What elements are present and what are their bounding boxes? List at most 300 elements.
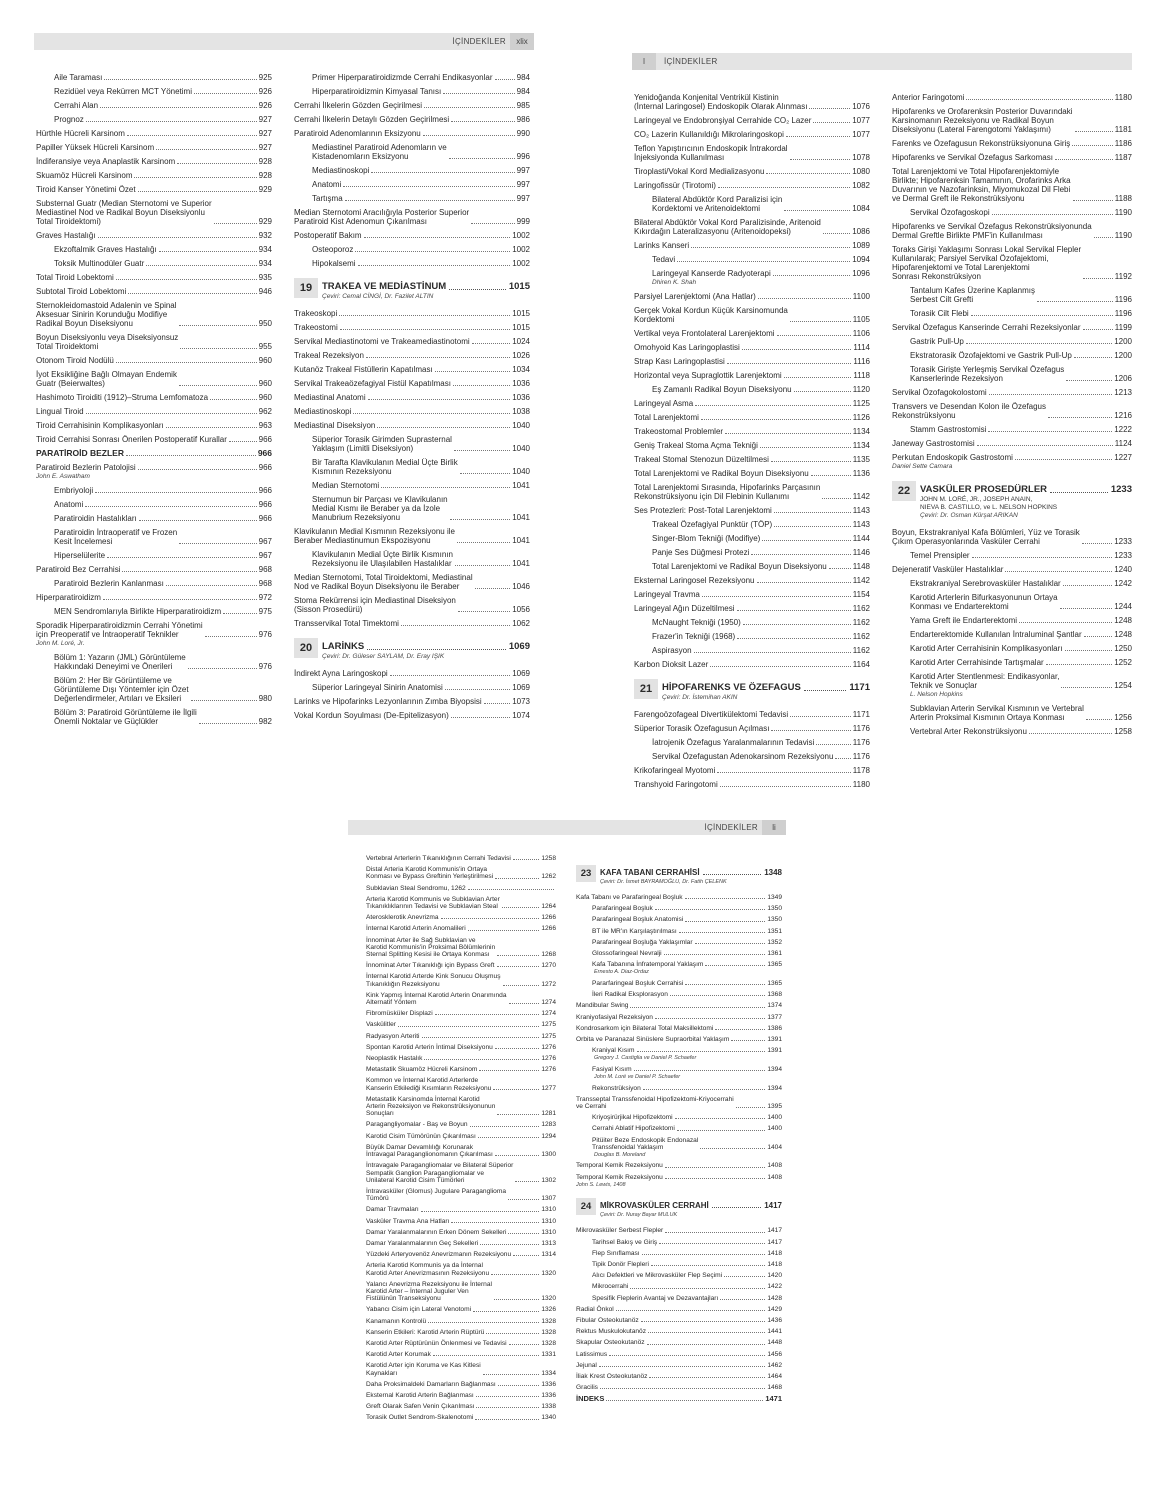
toc-entry[interactable] — [634, 195, 870, 213]
toc-entry[interactable] — [576, 991, 782, 998]
toc-entry[interactable] — [36, 129, 272, 138]
toc-entry[interactable] — [36, 231, 272, 240]
toc-entry[interactable] — [576, 1114, 782, 1121]
entry-title: CO₂ Lazerin Kullanıldığı Mikrolaringoskopi — [634, 130, 784, 139]
toc-entry[interactable] — [294, 683, 530, 692]
entry-page: 1408 — [767, 1162, 782, 1170]
toc-entry[interactable] — [366, 1281, 556, 1303]
toc-entry[interactable] — [36, 356, 272, 365]
chapter-title-row[interactable] — [600, 1201, 782, 1211]
toc-entry[interactable] — [366, 1392, 556, 1399]
toc-entry[interactable] — [294, 231, 530, 240]
toc-entry[interactable] — [294, 309, 530, 318]
toc-entry[interactable] — [294, 619, 530, 628]
toc-entry[interactable] — [892, 245, 1132, 281]
chapter-title-row[interactable] — [662, 682, 870, 694]
toc-entry[interactable] — [294, 365, 530, 374]
entry-page: 960 — [258, 356, 272, 365]
toc-entry[interactable] — [366, 1218, 556, 1225]
toc-entry[interactable] — [634, 604, 870, 613]
toc-entry[interactable] — [36, 593, 272, 602]
toc-entry[interactable] — [366, 1044, 556, 1051]
toc-entry[interactable] — [634, 269, 870, 278]
toc-entry[interactable] — [366, 1010, 556, 1017]
toc-entry[interactable] — [892, 93, 1132, 102]
entry-title: Hipofarenks ve Servikal Özefagus Sarkoması — [892, 153, 1053, 162]
toc-entry[interactable] — [576, 1295, 782, 1302]
toc-entry[interactable] — [36, 287, 272, 296]
toc-entry[interactable] — [366, 1240, 556, 1247]
toc-entry[interactable] — [294, 596, 530, 614]
entry-page: 1326 — [541, 1306, 556, 1314]
dot-leader — [813, 122, 850, 123]
toc-entry[interactable] — [892, 672, 1132, 690]
toc-entry[interactable] — [576, 1283, 782, 1290]
toc-entry[interactable] — [634, 483, 870, 501]
toc-entry[interactable] — [366, 1055, 556, 1062]
toc-entry[interactable] — [892, 167, 1132, 203]
toc-entry[interactable] — [634, 752, 870, 761]
toc-entry[interactable] — [634, 427, 870, 436]
toc-entry[interactable] — [294, 421, 530, 430]
toc-entry[interactable] — [294, 129, 530, 138]
toc-entry[interactable] — [634, 255, 870, 264]
toc-entry[interactable] — [576, 916, 782, 923]
toc-entry[interactable] — [576, 1261, 782, 1268]
toc-entry[interactable] — [366, 896, 556, 910]
dot-leader — [497, 955, 539, 956]
toc-entry[interactable] — [576, 1036, 782, 1043]
toc-entry[interactable] — [366, 937, 556, 959]
entry-page: 927 — [258, 129, 272, 138]
toc-entry[interactable] — [892, 388, 1132, 397]
toc-entry[interactable] — [634, 343, 870, 352]
toc-entry[interactable] — [294, 101, 530, 110]
toc-entry[interactable] — [294, 87, 530, 96]
toc-entry[interactable] — [36, 565, 272, 574]
toc-entry[interactable] — [634, 241, 870, 250]
entry-page: 1310 — [541, 1206, 556, 1214]
toc-entry[interactable] — [366, 1121, 556, 1128]
dot-leader — [473, 1311, 539, 1312]
dot-leader — [637, 1051, 766, 1052]
toc-entry[interactable] — [892, 309, 1132, 318]
entry-page: 934 — [258, 245, 272, 254]
toc-entry[interactable] — [576, 1096, 782, 1110]
toc-entry[interactable] — [892, 565, 1132, 574]
toc-entry[interactable] — [294, 458, 530, 476]
toc-entry[interactable] — [892, 337, 1132, 346]
entry-title: Janeway Gastrostomisi — [892, 439, 975, 448]
toc-entry[interactable] — [366, 914, 556, 921]
toc-entry[interactable] — [294, 337, 530, 346]
toc-entry[interactable] — [36, 407, 272, 416]
toc-entry[interactable] — [634, 130, 870, 139]
toc-entry[interactable] — [36, 259, 272, 268]
toc-entry[interactable] — [576, 950, 782, 957]
toc-entry[interactable] — [294, 495, 530, 522]
toc-entry[interactable] — [576, 1328, 782, 1335]
dot-leader — [508, 1199, 539, 1200]
toc-entry[interactable] — [576, 980, 782, 987]
toc-entry[interactable] — [576, 1362, 782, 1369]
toc-entry[interactable] — [892, 528, 1132, 546]
toc-entry[interactable] — [576, 1351, 782, 1358]
toc-entry[interactable] — [36, 708, 272, 726]
entry-title: Süperior Laringeyal Sinirin Anatomisi — [312, 683, 443, 692]
entry-title: Klavikulanın Medial Üçte Birlik Kısmının Rezeksiyonu ile Ulaşılabilen Hastalıklar — [312, 550, 453, 568]
toc-entry[interactable] — [36, 500, 272, 509]
toc-entry[interactable] — [366, 1133, 556, 1140]
toc-entry[interactable] — [294, 245, 530, 254]
toc-entry[interactable] — [634, 144, 870, 162]
dot-leader — [725, 433, 851, 434]
toc-entry[interactable] — [634, 710, 870, 719]
dot-leader — [116, 362, 257, 363]
entry-title: Yalancı Anevrizma Rezeksiyonu ile İnternal Karotid Arter – İnternal Juguler Ven Fistülünün Transeksiyonu — [366, 1280, 492, 1303]
toc-entry[interactable] — [634, 562, 870, 571]
entry-title: Torasik Cilt Flebi — [910, 309, 969, 318]
toc-entry[interactable] — [366, 1229, 556, 1236]
toc-entry[interactable] — [576, 1066, 782, 1073]
toc-entry[interactable] — [294, 573, 530, 591]
toc-entry[interactable] — [36, 245, 272, 254]
dot-leader — [1048, 417, 1112, 418]
toc-entry[interactable] — [366, 1414, 556, 1421]
toc-entry[interactable] — [892, 351, 1132, 360]
toc-entry[interactable] — [576, 961, 782, 968]
toc-entry[interactable] — [366, 1251, 556, 1258]
entry-page: 1142 — [852, 576, 870, 585]
entry-title: BT ile MR'ın Karşılaştırılması — [592, 927, 677, 935]
toc-entry[interactable] — [576, 1014, 782, 1021]
toc-entry[interactable] — [634, 167, 870, 176]
toc-entry[interactable] — [892, 286, 1132, 304]
entry-title: İnternal Karotid Arterde Kink Sonucu Oluşmuş Tıkanıklığın Rezeksiyonu — [366, 973, 501, 988]
entry-title: Temporal Kemik Rezeksiyonu — [576, 1173, 663, 1181]
toc-entry[interactable] — [634, 506, 870, 515]
dot-leader — [829, 568, 851, 569]
toc-entry[interactable] — [36, 101, 272, 110]
toc-entry[interactable] — [576, 1239, 782, 1246]
toc-entry[interactable] — [634, 576, 870, 585]
toc-entry[interactable] — [576, 939, 782, 946]
toc-entry[interactable] — [892, 107, 1132, 134]
toc-entry[interactable] — [634, 766, 870, 775]
toc-entry[interactable] — [576, 1162, 782, 1169]
toc-entry[interactable] — [36, 579, 272, 588]
toc-entry[interactable] — [634, 724, 870, 733]
toc-entry[interactable] — [892, 616, 1132, 625]
dot-leader — [606, 1400, 763, 1401]
entry-title: Larinks Kanseri — [634, 241, 690, 250]
toc-entry[interactable] — [366, 962, 556, 969]
toc-entry[interactable] — [634, 548, 870, 557]
toc-entry[interactable] — [634, 646, 870, 655]
toc-entry[interactable] — [294, 351, 530, 360]
toc-entry[interactable] — [366, 1318, 556, 1325]
dot-leader — [179, 543, 256, 544]
entry-page: 1180 — [852, 780, 870, 789]
entry-page: 976 — [258, 630, 272, 639]
toc-entry[interactable] — [576, 1317, 782, 1324]
toc-entry[interactable] — [36, 551, 272, 560]
entry-title: Postoperatif Bakım — [294, 231, 362, 240]
toc-entry[interactable] — [294, 550, 530, 568]
toc-entry[interactable] — [634, 399, 870, 408]
dot-leader — [1084, 636, 1113, 637]
toc-entry[interactable] — [634, 306, 870, 324]
toc-entry[interactable] — [634, 469, 870, 478]
toc-entry[interactable] — [36, 73, 272, 82]
toc-entry[interactable] — [576, 1025, 782, 1032]
toc-entry[interactable] — [36, 87, 272, 96]
dot-leader — [495, 79, 515, 80]
entry-title: Tiroid Cerrahisi Sonrası Önerilen Postoperatif Kurallar — [36, 435, 227, 444]
entry-page: 1136 — [852, 469, 870, 478]
toc-entry[interactable] — [36, 463, 272, 472]
dot-leader — [774, 512, 851, 513]
chapter-title-row[interactable] — [322, 281, 530, 293]
toc-entry[interactable] — [892, 658, 1132, 667]
toc-entry[interactable] — [366, 1162, 556, 1184]
dot-leader — [695, 943, 766, 944]
chapter-title-row[interactable] — [322, 641, 530, 653]
entry-title: Alıcı Defektleri ve Mikrovasküler Flep Seçimi — [592, 1272, 723, 1280]
toc-entry[interactable] — [36, 621, 272, 639]
toc-entry[interactable] — [366, 1096, 556, 1118]
section-heading[interactable] — [36, 449, 272, 458]
toc-entry[interactable] — [634, 660, 870, 669]
toc-entry[interactable] — [634, 357, 870, 366]
toc-entry[interactable] — [634, 738, 870, 747]
toc-entry[interactable] — [36, 199, 272, 226]
toc-entry[interactable] — [36, 676, 272, 703]
toc-entry[interactable] — [36, 157, 272, 166]
toc-entry[interactable] — [634, 520, 870, 529]
toc-entry[interactable] — [36, 393, 272, 402]
toc-entry[interactable] — [634, 455, 870, 464]
toc-entry[interactable] — [634, 534, 870, 543]
toc-entry[interactable] — [36, 185, 272, 194]
entry-title: Transservikal Total Timektomi — [294, 619, 399, 628]
toc-entry[interactable] — [366, 1021, 556, 1028]
toc-entry[interactable] — [366, 1381, 556, 1388]
toc-entry[interactable] — [634, 590, 870, 599]
entry-title: Neoplastik Hastalık — [366, 1055, 423, 1063]
toc-entry[interactable] — [634, 385, 870, 394]
entry-page: 1391 — [767, 1035, 782, 1043]
toc-entry[interactable] — [294, 323, 530, 332]
dot-leader — [1015, 459, 1112, 460]
toc-entry[interactable] — [294, 527, 530, 545]
toc-entry[interactable] — [576, 1306, 782, 1313]
toc-entry[interactable] — [294, 393, 530, 402]
toc-entry[interactable] — [294, 697, 530, 706]
entry-page: 1328 — [541, 1339, 556, 1347]
toc-entry[interactable] — [294, 259, 530, 268]
toc-entry[interactable] — [36, 370, 272, 388]
dot-leader — [731, 1040, 765, 1041]
toc-entry[interactable] — [36, 528, 272, 546]
toc-entry[interactable] — [576, 1373, 782, 1380]
entry-page: 1192 — [1114, 272, 1132, 281]
entry-page: 1313 — [541, 1239, 556, 1247]
toc-entry[interactable] — [634, 329, 870, 338]
toc-entry[interactable] — [634, 181, 870, 190]
entry-page: 962 — [258, 407, 272, 416]
toc-entry[interactable] — [892, 439, 1132, 448]
toc-entry[interactable] — [892, 323, 1132, 332]
toc-entry[interactable] — [36, 115, 272, 124]
toc-entry[interactable] — [892, 139, 1132, 148]
toc-entry[interactable] — [294, 115, 530, 124]
toc-entry[interactable] — [634, 618, 870, 627]
entry-page: 1417 — [767, 1227, 782, 1235]
toc-entry[interactable] — [892, 402, 1132, 420]
toc-entry[interactable] — [576, 1047, 782, 1054]
toc-entry[interactable] — [892, 704, 1132, 722]
toc-entry[interactable] — [576, 1125, 782, 1132]
toc-entry[interactable] — [576, 1137, 782, 1151]
toc-entry[interactable] — [634, 371, 870, 380]
toc-entry[interactable] — [366, 1340, 556, 1347]
entry-title: Vertikal veya Frontolateral Larenjektomi — [634, 329, 775, 338]
toc-entry[interactable] — [36, 273, 272, 282]
toc-entry[interactable] — [634, 413, 870, 422]
toc-entry[interactable] — [366, 925, 556, 932]
toc-entry[interactable] — [892, 365, 1132, 383]
toc-entry[interactable] — [366, 992, 556, 1006]
toc-entry[interactable] — [576, 1384, 782, 1391]
toc-entry[interactable] — [892, 579, 1132, 588]
entry-page: 1187 — [1114, 153, 1132, 162]
toc-entry[interactable] — [366, 1066, 556, 1073]
entry-page: 1154 — [852, 590, 870, 599]
toc-entry[interactable] — [294, 481, 530, 490]
dot-leader — [715, 1029, 765, 1030]
toc-entry[interactable] — [366, 1033, 556, 1040]
toc-entry[interactable] — [576, 1002, 782, 1009]
dot-leader — [449, 158, 515, 159]
toc-entry[interactable] — [294, 143, 530, 161]
toc-entry[interactable] — [892, 551, 1132, 560]
toc-entry[interactable] — [294, 180, 530, 189]
toc-entry[interactable] — [36, 435, 272, 444]
toc-entry[interactable] — [366, 1188, 556, 1202]
toc-entry[interactable] — [294, 379, 530, 388]
toc-entry[interactable] — [366, 1362, 556, 1376]
entry-page: 1002 — [512, 231, 530, 240]
dot-leader — [1083, 278, 1113, 279]
entry-title: Kriyoşirürjikal Hipofizektomi — [592, 1114, 673, 1122]
toc-entry[interactable] — [366, 1144, 556, 1158]
toc-entry[interactable] — [576, 1250, 782, 1257]
toc-entry[interactable] — [366, 885, 556, 892]
toc-entry[interactable] — [576, 1339, 782, 1346]
dot-leader — [116, 279, 257, 280]
toc-entry[interactable] — [634, 218, 870, 236]
toc-entry[interactable] — [892, 727, 1132, 736]
toc-entry[interactable] — [294, 166, 530, 175]
toc-entry[interactable] — [366, 1403, 556, 1410]
toc-entry[interactable] — [892, 153, 1132, 162]
toc-entry[interactable] — [576, 1227, 782, 1234]
toc-entry[interactable] — [36, 486, 272, 495]
toc-entry[interactable] — [36, 333, 272, 351]
toc-entry[interactable] — [366, 1206, 556, 1213]
toc-entry[interactable] — [576, 1174, 782, 1181]
toc-entry[interactable] — [36, 143, 272, 152]
toc-entry[interactable] — [294, 407, 530, 416]
entry-author: John M. Loré ve Daniel P. Schaefer — [594, 1074, 681, 1081]
toc-entry[interactable] — [892, 593, 1132, 611]
entry-title: Omohyoid Kas Laringoplastisi — [634, 343, 740, 352]
toc-entry[interactable] — [366, 1306, 556, 1313]
toc-entry[interactable] — [36, 421, 272, 430]
toc-entry[interactable] — [892, 208, 1132, 217]
toc-entry[interactable] — [366, 1351, 556, 1358]
toc-entry[interactable] — [634, 292, 870, 301]
toc-entry[interactable] — [36, 171, 272, 180]
toc-entry[interactable] — [294, 194, 530, 203]
dot-leader — [179, 385, 257, 386]
toc-entry[interactable] — [36, 301, 272, 328]
toc-entry[interactable] — [294, 669, 530, 678]
toc-entry[interactable] — [366, 1262, 556, 1276]
toc-entry[interactable] — [634, 632, 870, 641]
entry-page: 1248 — [1114, 630, 1132, 639]
toc-entry[interactable] — [892, 222, 1132, 240]
toc-entry[interactable] — [576, 928, 782, 935]
entry-page: 1258 — [541, 855, 556, 862]
entry-title: Vertebral Arterlerin Tıkanıklığının Cerrahi Tedavisi — [366, 855, 511, 862]
toc-entry[interactable] — [294, 711, 530, 720]
toc-entry[interactable] — [576, 1272, 782, 1279]
toc-entry[interactable] — [36, 514, 272, 523]
toc-entry[interactable] — [36, 653, 272, 671]
toc-entry[interactable] — [634, 441, 870, 450]
toc-entry[interactable] — [366, 855, 556, 862]
toc-entry[interactable] — [294, 73, 530, 82]
toc-entry[interactable] — [294, 208, 530, 226]
toc-entry[interactable] — [366, 973, 556, 987]
entry-title: Panje Ses Düğmesi Protezi — [652, 548, 750, 557]
toc-entry[interactable] — [892, 425, 1132, 434]
toc-entry[interactable] — [576, 894, 782, 901]
toc-entry[interactable] — [892, 630, 1132, 639]
section-heading[interactable] — [576, 1395, 782, 1402]
dot-leader — [743, 624, 851, 625]
toc-entry[interactable] — [36, 607, 272, 616]
entry-page: 1171 — [852, 710, 870, 719]
entry-page: 1180 — [1114, 93, 1132, 102]
chapter-title-row[interactable] — [600, 868, 782, 878]
toc-entry[interactable] — [294, 435, 530, 453]
toc-entry[interactable] — [366, 866, 556, 880]
toc-entry[interactable] — [366, 1329, 556, 1336]
toc-entry[interactable] — [634, 116, 870, 125]
toc-entry[interactable] — [634, 93, 870, 111]
chapter-title-row[interactable] — [920, 484, 1132, 496]
toc-entry[interactable] — [892, 453, 1132, 462]
toc-entry[interactable] — [634, 780, 870, 789]
toc-entry[interactable] — [366, 1077, 556, 1091]
chapter-heading — [294, 638, 530, 661]
toc-entry[interactable] — [892, 644, 1132, 653]
toc-entry[interactable] — [576, 905, 782, 912]
toc-entry[interactable] — [576, 1085, 782, 1092]
